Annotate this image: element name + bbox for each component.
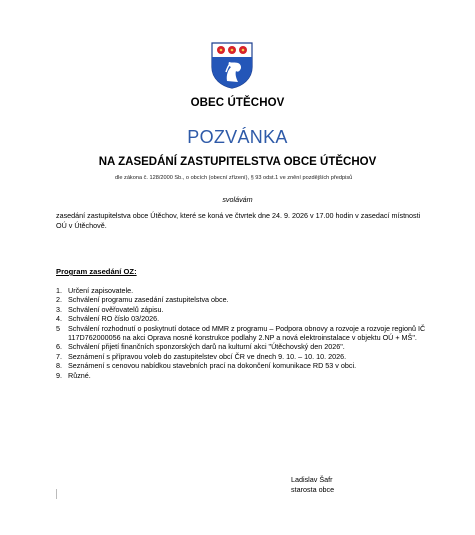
agenda-item: [56, 305, 426, 314]
agenda-item-text: Seznámení s cenovou nabídkou stavebních prací na dokončení komunikace RD 53 v obci.: [68, 361, 357, 371]
agenda-item: [56, 371, 426, 380]
agenda-item: [56, 361, 426, 370]
signature-block: [291, 475, 334, 495]
agenda-item-number: 5: [56, 323, 60, 333]
legal-basis: dle zákona č. 128/2000 Sb., o obcích (obecní zřízení), § 93 odst.1 ve znění pozdějších předpisů: [115, 175, 353, 181]
agenda-item: [56, 324, 426, 343]
meeting-details: zasedání zastupitelstva obce Útěchov, které se koná ve čtvrtek dne 24. 9. 2026 v 17.00 hodin v zasedací místnosti OÚ v Útěchově.: [56, 211, 421, 230]
agenda-item-text: Schválení ověřovatelů zápisu.: [68, 304, 164, 314]
agenda-item-number: 1.: [56, 286, 62, 295]
agenda-item-number: 8.: [56, 361, 62, 371]
agenda-list: [56, 286, 426, 380]
agenda-item-number: 7.: [56, 351, 62, 361]
document-title: POZVÁNKA: [187, 127, 288, 147]
agenda-item-text: Schválení přijetí finančních sponzorských darů na kulturní akci "Útěchovský den 2026".: [68, 342, 345, 352]
coat-of-arms-icon: [209, 41, 255, 89]
agenda-item-text: Určení zapisovatele.: [68, 286, 134, 295]
agenda-item: [56, 286, 426, 295]
agenda-item: [56, 342, 426, 351]
agenda-item-text: Různé.: [68, 370, 91, 380]
agenda-item: [56, 314, 426, 323]
agenda-item-number: 6.: [56, 342, 62, 352]
agenda-item-text: Schválení RO číslo 03/2026.: [68, 314, 160, 324]
agenda-item: [56, 295, 426, 304]
program-title: Program zasedání OZ:: [56, 267, 137, 276]
agenda-item-number: 2.: [56, 295, 62, 305]
municipality-name: OBEC ÚTĚCHOV: [190, 97, 285, 109]
meeting-heading: NA ZASEDÁNÍ ZASTUPITELSTVA OBCE ÚTĚCHOV: [98, 156, 377, 168]
agenda-item-number: 3.: [56, 304, 62, 314]
agenda-item: [56, 352, 426, 361]
agenda-item-text: Seznámení s přípravou voleb do zastupitelstev obcí ČR ve dnech 9. 10. – 10. 10. 2026.: [68, 351, 347, 361]
red-flower-icon: [217, 46, 225, 54]
red-flower-icon: [239, 46, 247, 54]
agenda-item-number: 9.: [56, 370, 62, 380]
text-cursor-mark: [56, 489, 57, 499]
red-flower-icon: [228, 46, 236, 54]
agenda-item-number: 4.: [56, 314, 62, 324]
signatory-name: Ladislav Šafr: [291, 475, 333, 484]
agenda-item-text: Schválení rozhodnutí o poskytnutí dotace od MMR z programu – Podpora obnovy a rozvoje a rozvoje regionů IČ 117D762000056 na akci Oprava nosné konstrukce podlahy 2.NP a nová elektroinstalace v objektu OÚ + MŠ".: [68, 323, 426, 343]
convene-word: svolávám: [222, 195, 253, 204]
signatory-role: starosta obce: [291, 485, 335, 494]
agenda-item-text: Schválení programu zasedání zastupitelstva obce.: [68, 295, 229, 305]
